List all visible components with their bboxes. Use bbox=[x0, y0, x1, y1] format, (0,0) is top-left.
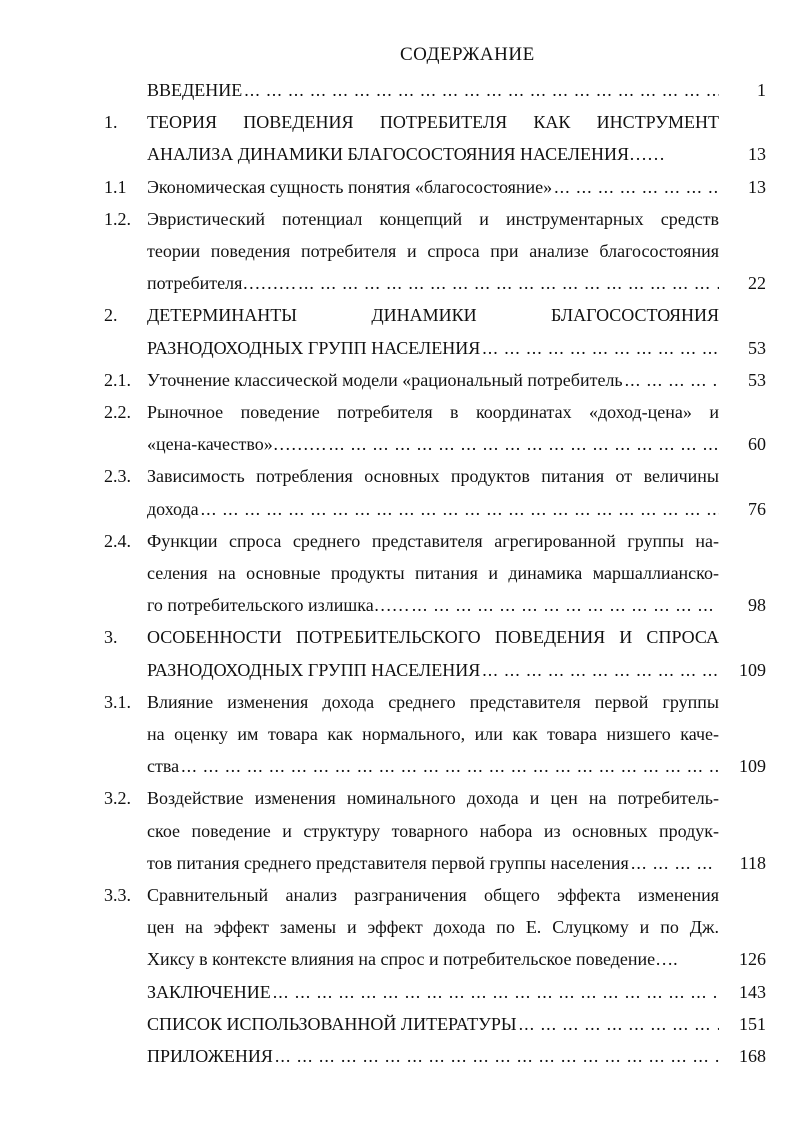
toc-entry-line bbox=[147, 364, 719, 396]
toc-entry-text: РАЗНОДОХОДНЫХ ГРУПП НАСЕЛЕНИЯ bbox=[147, 337, 481, 358]
toc-entry-number: 3.3. bbox=[104, 885, 131, 905]
toc-entry-text: ства bbox=[147, 756, 180, 777]
toc-entry-line: Воздействие изменения номинального дохода и цен на потребитель- bbox=[147, 788, 719, 809]
toc-entry-number: 2.2. bbox=[104, 402, 131, 422]
toc-entry-number: 2.4. bbox=[104, 530, 131, 551]
toc-entry-text: го потребительского излишка…… bbox=[147, 595, 410, 616]
toc-entry-line bbox=[147, 1040, 719, 1072]
toc-page-number: 118 bbox=[739, 852, 766, 873]
toc-page-number: 60 bbox=[748, 434, 766, 455]
toc-entry-line bbox=[147, 589, 719, 621]
toc-entry-line: теории поведения потребителя и спроса при анализе благосостояния bbox=[147, 241, 719, 261]
toc-entry-number: 3.1. bbox=[104, 691, 131, 712]
toc-entry-line: АНАЛИЗА ДИНАМИКИ БЛАГОСОСТОЯНИЯ НАСЕЛЕНИЯ…… bbox=[147, 144, 666, 165]
toc-entry-line bbox=[147, 1008, 719, 1040]
toc-entry-line: Хиксу в контексте влияния на спрос и потребительское поведение…. bbox=[147, 949, 678, 970]
dot-leader bbox=[412, 589, 719, 621]
toc-entry-line bbox=[147, 750, 719, 782]
dot-leader bbox=[298, 267, 719, 299]
toc-entry-text: тов питания среднего представителя первой группы населения bbox=[147, 852, 629, 873]
toc-page-number: 53 bbox=[748, 369, 766, 390]
toc-entry-line bbox=[147, 267, 719, 299]
dot-leader bbox=[625, 364, 719, 396]
toc-entry-line: Сравнительный анализ разграничения общего эффекта изменения bbox=[147, 885, 719, 905]
toc-entry-line bbox=[147, 332, 719, 364]
toc-page-number: 13 bbox=[748, 144, 766, 165]
toc-entry-text: дохода bbox=[147, 498, 199, 519]
toc-entry-number: 3. bbox=[104, 627, 118, 648]
dot-leader bbox=[554, 171, 719, 203]
toc-entry-number: 1. bbox=[104, 112, 118, 133]
dot-leader bbox=[519, 1008, 719, 1040]
dot-leader bbox=[482, 332, 719, 364]
toc-entry-line: Влияние изменения дохода среднего представителя первой группы bbox=[147, 691, 719, 712]
toc-entry-number: 2.1. bbox=[104, 369, 131, 390]
toc-entry-line: ТЕОРИЯ ПОВЕДЕНИЯ ПОТРЕБИТЕЛЯ КАК ИНСТРУМЕНТ bbox=[147, 112, 719, 133]
dot-leader bbox=[482, 654, 719, 686]
toc-page-number: 22 bbox=[748, 273, 766, 294]
toc-entry-line bbox=[147, 493, 719, 525]
toc-entry-line bbox=[147, 428, 719, 460]
toc-entry-number: 1.1 bbox=[104, 176, 127, 197]
dot-leader bbox=[201, 493, 719, 525]
toc-page-number: 143 bbox=[739, 981, 766, 1002]
toc-entry-text: потребителя……… bbox=[147, 273, 297, 294]
toc-entry-line: ДЕТЕРМИНАНТЫ ДИНАМИКИ БЛАГОСОСТОЯНИЯ bbox=[147, 305, 719, 326]
toc-entry-line bbox=[147, 171, 719, 203]
toc-entry-number: 3.2. bbox=[104, 788, 131, 809]
toc-entry-line: селения на основные продукты питания и динамика маршаллианско- bbox=[147, 563, 719, 583]
toc-entry-line bbox=[147, 847, 719, 879]
dot-leader bbox=[244, 74, 719, 106]
toc-page-number: 98 bbox=[748, 595, 766, 616]
toc-page-number: 109 bbox=[739, 659, 766, 680]
toc-entry-line: Функции спроса среднего представителя агрегированной группы на- bbox=[147, 530, 719, 551]
toc-entry-line: Эвристический потенциал концепций и инструментарных средств bbox=[147, 208, 719, 229]
page-title: СОДЕРЖАНИЕ bbox=[400, 44, 535, 65]
toc-entry-text: «цена-качество»……… bbox=[147, 434, 327, 455]
toc-entry-line: Зависимость потребления основных продуктов питания от величины bbox=[147, 466, 719, 487]
toc-entry-line bbox=[147, 976, 719, 1008]
toc-entry-line: Рыночное поведение потребителя в координатах «доход-цена» и bbox=[147, 402, 719, 422]
toc-page-number: 151 bbox=[739, 1013, 766, 1034]
toc-entry-line: на оценку им товара как нормального, или как товара низшего каче- bbox=[147, 724, 719, 744]
toc-entry-line bbox=[147, 74, 719, 106]
toc-entry-text: Экономическая сущность понятия «благосостояние» bbox=[147, 176, 553, 197]
toc-page-number: 53 bbox=[748, 337, 766, 358]
dot-leader bbox=[181, 750, 719, 782]
toc-page-number: 76 bbox=[748, 498, 766, 519]
toc-page-number: 109 bbox=[739, 756, 766, 777]
toc-page-number: 1 bbox=[757, 80, 766, 100]
toc-entry-text: ЗАКЛЮЧЕНИЕ bbox=[147, 981, 271, 1002]
toc-entry-text: СПИСОК ИСПОЛЬЗОВАННОЙ ЛИТЕРАТУРЫ bbox=[147, 1013, 517, 1034]
toc-entry-number: 1.2. bbox=[104, 208, 131, 229]
toc-page-number: 126 bbox=[739, 949, 766, 970]
toc-page-number: 13 bbox=[748, 176, 766, 197]
toc-entry-text: ПРИЛОЖЕНИЯ bbox=[147, 1046, 273, 1066]
toc-entry-line bbox=[147, 654, 719, 686]
toc-entry-line: ОСОБЕННОСТИ ПОТРЕБИТЕЛЬСКОГО ПОВЕДЕНИЯ И СПРОСА bbox=[147, 627, 719, 648]
dot-leader bbox=[273, 976, 719, 1008]
toc-entry-text: Уточнение классической модели «рациональный потребитель bbox=[147, 369, 623, 390]
toc-entry-text: ВВЕДЕНИЕ bbox=[147, 80, 243, 100]
toc-entry-number: 2. bbox=[104, 305, 118, 326]
toc-entry-number: 2.3. bbox=[104, 466, 131, 487]
toc-entry-line: цен на эффект замены и эффект дохода по Е. Слуцкому и по Дж. bbox=[147, 917, 719, 938]
toc-page-number: 168 bbox=[739, 1046, 766, 1066]
dot-leader bbox=[329, 428, 719, 460]
toc-entry-line: ское поведение и структуру товарного набора из основных продук- bbox=[147, 820, 719, 841]
toc-entry-text: РАЗНОДОХОДНЫХ ГРУПП НАСЕЛЕНИЯ bbox=[147, 659, 481, 680]
dot-leader bbox=[275, 1040, 719, 1072]
